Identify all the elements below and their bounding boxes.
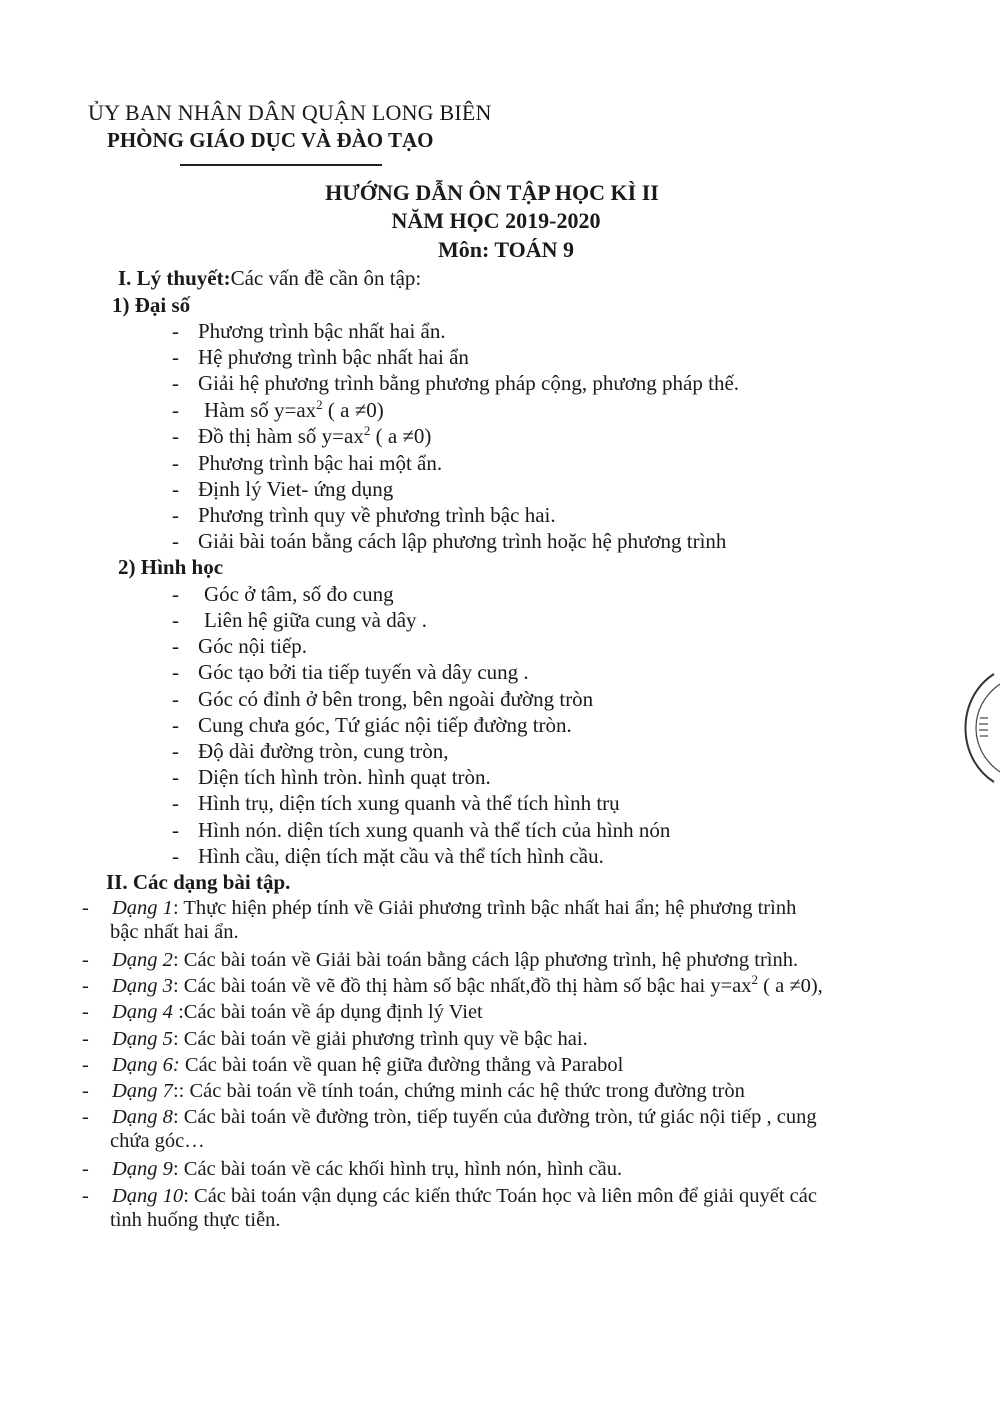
exercise-type-6: - Dạng 6: Các bài toán về quan hệ giữa đường thẳng và Parabol (82, 1054, 624, 1076)
exercise-type-10-cont: tình huống thực tiễn. (110, 1209, 281, 1231)
section-2-heading: II. Các dạng bài tập. (106, 870, 291, 894)
header-department: PHÒNG GIÁO DỤC VÀ ĐÀO TẠO (107, 128, 434, 152)
official-stamp-fragment (946, 668, 1000, 788)
document-page: ỦY BAN NHÂN DÂN QUẬN LONG BIÊN PHÒNG GIÁO DỤC VÀ ĐÀO TẠO HƯỚNG DẪN ÔN TẬP HỌC KÌ II NĂM HỌC 2019-2020 Môn: TOÁN 9 I. Lý thuyết:Các vấn đề cần ôn tập: 1) Đại số - Phương trình bậc nhất hai ẩn. - Hệ phương trình bậc nhất hai ẩn - Giải hệ phương trình bằng phương pháp cộng, phương pháp thế. - Hàm số $y=ax^2$ ( a ≠0) - Đồ thị hàm số $y=ax^2$ ( a ≠0) - Phương trình bậc hai một ẩn. - Định lý Viet- ứng dụng - Phương trình quy về phương trình bậc hai. - Giải bài toán bằng cách lập phương trình hoặc hệ phương trình 2) Hình học - Góc ở tâm, số đo cung - Liên hệ giữa cung và dây . - Góc nội tiếp. - Góc tạo bởi tia tiếp tuyến và dây cung . - Góc có đỉnh ở bên trong, bên ngoài đường tròn - Cung chưa góc, Tứ giác nội tiếp đường tròn. - Độ dài đường tròn, cung tròn, - Diện tích hình tròn. hình quạt tròn. - Hình trụ, diện tích xung quanh và thể tích hình trụ - Hình nón. diện tích xung quanh và thể tích của hình nón - Hình cầu, diện tích mặt cầu và thể tích hình cầu. II. Các dạng bài tập. - Dạng 1: Thực hiện phép tính về Giải phương trình bậc nhất hai ẩn; hệ phương trình bậc nhất hai ẩn. - Dạng 2: Các bài toán về Giải bài toán bằng cách lập phương trình, hệ phương trình. - Dạng 3: Các bài toán về vẽ đồ thị hàm số bậc nhất,đồ thị hàm số bậc hai $y=ax^2$ ( a ≠0), - Dạng 4 :Các bài toán về áp dụng định lý Viet - Dạng 5: Các bài toán về giải phương trình quy về bậc hai. - Dạng 6: Các bài toán về quan hệ giữa đường thẳng và Parabol - Dạng 7:: Các bài toán về tính toán, chứng minh các hệ thức trong đường tròn - Dạng 8: Các bài toán về đường tròn, tiếp tuyến của đường tròn, tứ giác nội tiếp , cung chứa góc… - Dạng 9: Các bài toán về các khối hình trụ, hình nón, hình cầu. - Dạng 10: Các bài toán vận dụng các kiến thức Toán học và liên môn để giải quyết các tình huống thực tiễn. (0, 0, 1000, 1416)
header-underline (180, 164, 382, 166)
exercise-type-9: - Dạng 9: Các bài toán về các khối hình trụ, hình nón, hình cầu. (82, 1158, 623, 1180)
subject: Môn: TOÁN 9 (437, 237, 575, 262)
section-1-heading-bold: I. Lý thuyết: (118, 266, 231, 290)
header-authority: ỦY BAN NHÂN DÂN QUẬN LONG BIÊN (88, 100, 492, 125)
doc-title: HƯỚNG DẪN ÔN TẬP HỌC KÌ II (325, 180, 659, 205)
exercise-type-1: - Dạng 1: Thực hiện phép tính về Giải phương trình bậc nhất hai ẩn; hệ phương trình (82, 897, 797, 919)
exercise-type-4: - Dạng 4 :Các bài toán về áp dụng định lý Viet (82, 1001, 483, 1023)
exercise-type-7: - Dạng 7:: Các bài toán về tính toán, chứng minh các hệ thức trong đường tròn (82, 1080, 745, 1102)
section-1-heading (118, 266, 421, 291)
exercise-type-8: - Dạng 8: Các bài toán về đường tròn, tiếp tuyến của đường tròn, tứ giác nội tiếp , cung (82, 1106, 817, 1128)
algebra-heading: 1) Đại số (112, 293, 191, 317)
geometry-heading: 2) Hình học (118, 555, 224, 579)
exercise-type-1-cont: bậc nhất hai ẩn. (110, 921, 239, 943)
exercise-type-8-cont: chứa góc… (110, 1130, 205, 1152)
exercise-type-2: - Dạng 2: Các bài toán về Giải bài toán bằng cách lập phương trình, hệ phương trình. (82, 949, 799, 971)
school-year: NĂM HỌC 2019-2020 (391, 208, 601, 233)
section-1-heading-rest: Các vấn đề cần ôn tập: (230, 266, 422, 290)
exercise-type-3: - Dạng 3: Các bài toán về vẽ đồ thị hàm số bậc nhất,đồ thị hàm số bậc hai $y=ax^2$ ( a ≠0), (82, 972, 823, 997)
exercise-type-5: - Dạng 5: Các bài toán về giải phương trình quy về bậc hai. (82, 1028, 588, 1050)
exercise-type-10: - Dạng 10: Các bài toán vận dụng các kiến thức Toán học và liên môn để giải quyết các (82, 1185, 817, 1207)
